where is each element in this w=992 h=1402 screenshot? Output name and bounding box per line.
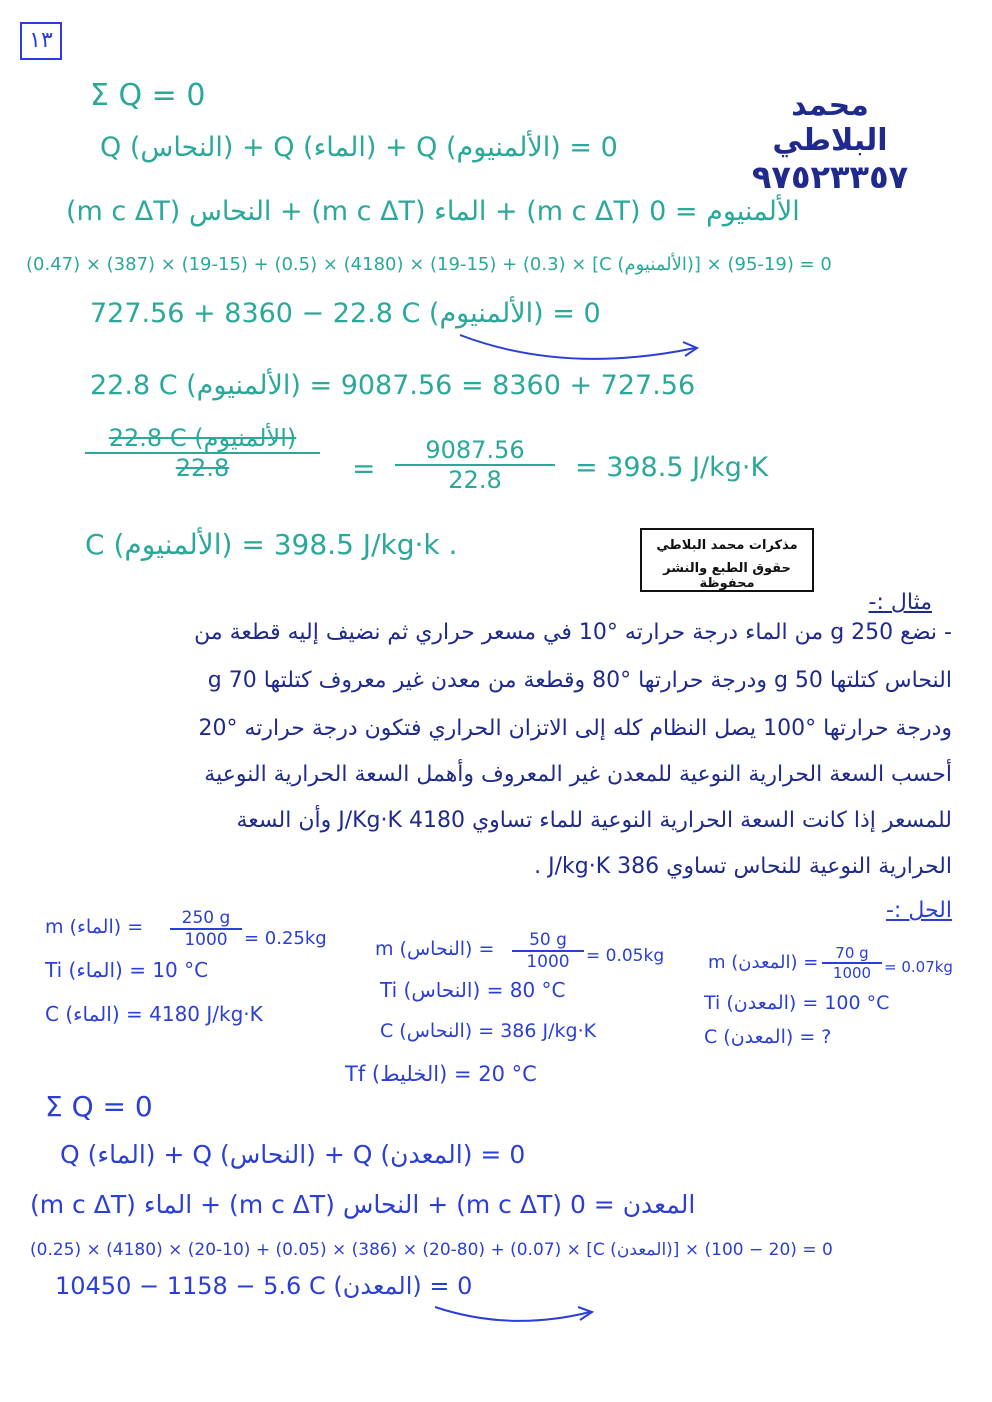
mass-metal-numerator: 70 g [822, 944, 882, 964]
ti-water: Ti (الماء) = 10 °C [45, 958, 209, 982]
mass-copper-denominator: 1000 [526, 952, 570, 972]
division-left-fraction [85, 424, 320, 482]
left-numerator: 22.8 C (الألمنيوم) [85, 424, 320, 454]
rearranged-equation: 22.8 C (الألمنيوم) = 727.56 + 8360 = 9087.56 [90, 370, 696, 401]
mass-water-fraction [170, 908, 242, 950]
simplified-equation: 727.56 + 8360 − 22.8 C (الألمنيوم) = 0 [90, 298, 601, 329]
example-line-3: ودرجة حرارتها °100 يصل النظام كله إلى الاتزان الحراري فتكون درجة حرارته °20 [198, 716, 952, 741]
c-copper: C (النحاس) = 386 J/kg·K [380, 1020, 597, 1042]
ti-metal: Ti (المعدن) = 100 °C [704, 992, 890, 1014]
mass-water-result: = 0.25kg [244, 928, 327, 949]
mass-water-label: m (الماء) = [45, 916, 144, 938]
copyright-stamp [640, 528, 814, 592]
division-right-fraction [395, 436, 555, 494]
mass-metal-denominator: 1000 [832, 964, 872, 982]
example-line-1: - نضع 250 g من الماء درجة حرارته °10 في مسعر حراري ثم نضيف إليه قطعة من [194, 620, 952, 645]
stamp-line-2: حقوق الطبع والنشر محفوظة [663, 561, 791, 591]
division-equals: = [352, 452, 376, 485]
left-denominator: 22.8 [175, 454, 230, 482]
right-denominator: 22.8 [448, 466, 502, 494]
mass-metal-result: = 0.07kg [884, 958, 953, 976]
right-numerator: 9087.56 [395, 436, 555, 466]
c-water: C (الماء) = 4180 J/kg·K [45, 1002, 263, 1026]
tf-mixture: Tf (الخليط) = 20 °C [345, 1062, 537, 1086]
solution-heading: الحل :- [885, 898, 952, 923]
mass-copper-fraction [512, 930, 584, 972]
substitution-equation-2: (0.25) × (4180) × (20-10) + (0.05) × (386) × (20-80) + (0.07) × [C (المعدن)] × (20 − 100) = 0 [30, 1240, 833, 1260]
mcdt-equation: (m c ΔT) النحاس + (m c ΔT) الماء + (m c ΔT) الألمنيوم = 0 [66, 196, 800, 227]
example-line-4: أحسب السعة الحرارية النوعية للمعدن غير المعروف وأهمل السعة الحرارية النوعية [204, 762, 952, 787]
mcdt-equation-2: (m c ΔT) الماء + (m c ΔT) النحاس + (m c ΔT) المعدن = 0 [30, 1190, 696, 1219]
mass-copper-label: m (النحاس) = [375, 938, 495, 960]
heat-sum-equation: Q (النحاس) + Q (الماء) + Q (الألمنيوم) = 0 [100, 132, 618, 163]
heat-sum-equation-2: Q (الماء) + Q (النحاس) + Q (المعدن) = 0 [60, 1140, 526, 1169]
final-answer: C (الألمنيوم) = 398.5 J/kg·k . [85, 528, 458, 561]
ti-copper: Ti (النحاس) = 80 °C [380, 978, 566, 1002]
example-line-2: النحاس كتلتها 50 g ودرجة حرارتها °80 وقطعة من معدن غير معروف كتلتها 70 g [207, 668, 952, 693]
sum-q-equation-2: Σ Q = 0 [45, 1090, 153, 1123]
move-arrow-icon-2 [430, 1302, 600, 1332]
sum-q-equation: Σ Q = 0 [90, 78, 206, 113]
mass-metal-label: m (المعدن) = [708, 952, 819, 973]
move-arrow-icon [455, 330, 705, 370]
simplified-equation-2: 10450 − 1158 − 5.6 C (المعدن) = 0 [55, 1272, 473, 1300]
author-phone: ٩٧٥٢٣٣٥٧ [751, 158, 909, 196]
mass-water-denominator: 1000 [184, 930, 228, 950]
division-result: = 398.5 J/kg·K [575, 452, 769, 483]
author-block [740, 88, 920, 196]
mass-copper-numerator: 50 g [512, 930, 584, 952]
mass-water-numerator: 250 g [170, 908, 242, 930]
page-number: ١٣ [20, 22, 62, 60]
substitution-equation: (0.47) × (387) × (19-15) + (0.5) × (4180) × (19-15) + (0.3) × [C (الألمنيوم)] × (19-95) = 0 [26, 254, 832, 275]
example-line-5: للمسعر إذا كانت السعة الحرارية النوعية للماء تساوي 4180 J/Kg·K وأن السعة [236, 808, 952, 833]
example-heading: مثال :- [868, 590, 932, 615]
mass-metal-fraction [822, 944, 882, 982]
example-line-6: الحرارية النوعية للنحاس تساوي 386 J/kg·K . [534, 854, 952, 879]
author-name: محمد البلاطي [772, 88, 888, 158]
c-metal: C (المعدن) = ? [704, 1026, 832, 1048]
stamp-line-1: مذكرات محمد البلاطي [656, 538, 798, 553]
mass-copper-result: = 0.05kg [586, 946, 665, 966]
